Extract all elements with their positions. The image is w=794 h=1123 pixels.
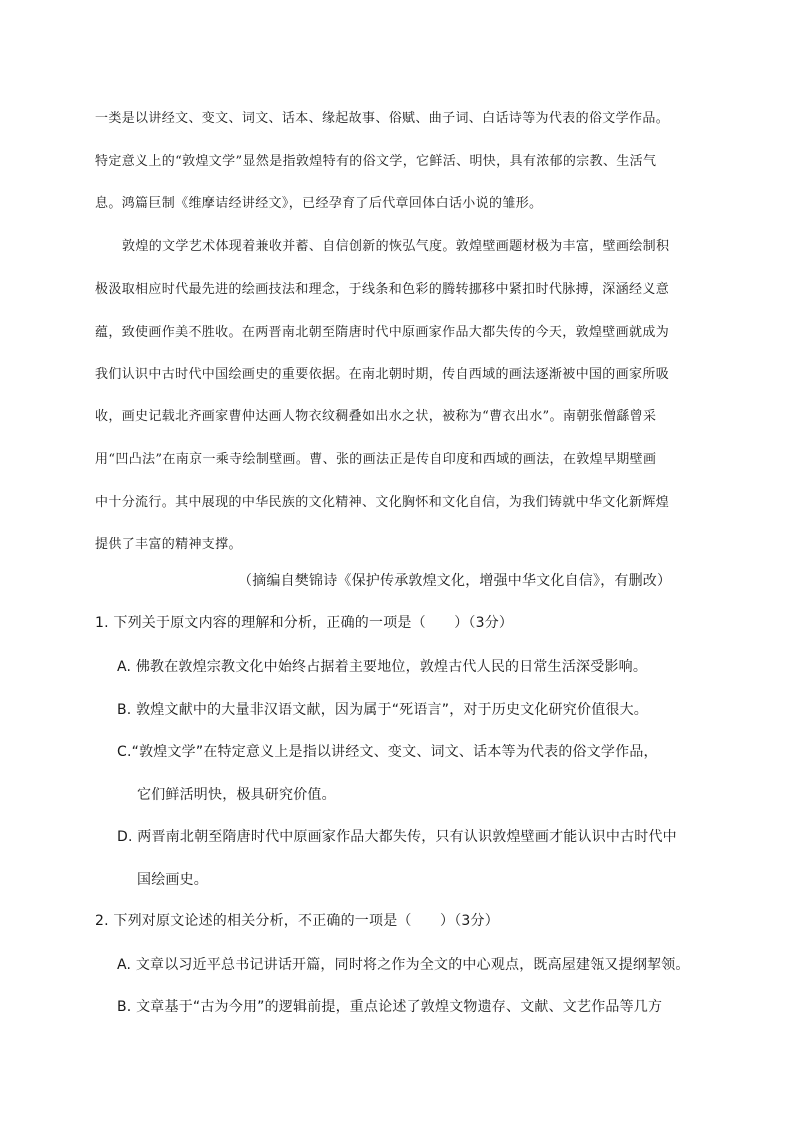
passage-paragraph-start: 敦煌的文学艺术体现着兼收并蓄、自信创新的恢弘气度。敦煌壁画题材极为丰富，壁画绘制积	[122, 239, 670, 254]
passage-line: 中十分流行。其中展现的中华民族的文化精神、文化胸怀和文化自信，为我们铸就中华文化新辉煌	[95, 495, 670, 510]
option-b: B. 敦煌文献中的大量非汉语文献，因为属于“死语言”，对于历史文化研究价值很大。	[117, 702, 649, 718]
passage-line: 收，画史记载北齐画家曹仲达画人物衣纹稠叠如出水之状，被称为“曹衣出水”。南朝张僧繇曾采	[95, 409, 657, 424]
passage-line: 提供了丰富的精神支撑。	[95, 537, 242, 552]
source-citation: （摘编自樊锦诗《保护传承敦煌文化，增强中华文化自信》，有删改）	[238, 573, 672, 589]
passage-line: 特定意义上的“敦煌文学”显然是指敦煌特有的俗文学，它鲜活、明快，具有浓郁的宗教、生活气	[95, 154, 657, 169]
option-a: A. 文章以习近平总书记讲话开篇，同时将之作为全文的中心观点，既高屋建瓴又提纲挈领。	[117, 957, 690, 973]
passage-line: 一类是以讲经文、变文、词文、话本、缘起故事、俗赋、曲子词、白话诗等为代表的俗文学作品。	[95, 111, 670, 126]
passage-line: 极汲取相应时代最先进的绘画技法和理念，于线条和色彩的腾转挪移中紧扣时代脉搏，深涵经义意	[95, 282, 670, 297]
option-b: B. 文章基于“古为今用”的逻辑前提，重点论述了敦煌文物遗存、文献、文艺作品等几方	[117, 999, 663, 1015]
passage-line: 蕴，致使画作美不胜收。在两晋南北朝至隋唐时代中原画家作品大都失传的今天，敦煌壁画就成为	[95, 325, 670, 340]
option-d-continued: 国绘画史。	[137, 872, 208, 888]
question-stem: 2. 下列对原文论述的相关分析，不正确的一项是（ ）（3分）	[95, 913, 499, 929]
passage-line: 我们认识中古时代中国绘画史的重要依据。在南北朝时期，传自西域的画法逐渐被中国的画家所吸	[95, 367, 670, 382]
option-c: C.“敦煌文学”在特定意义上是指以讲经文、变文、词文、话本等为代表的俗文学作品，	[117, 744, 658, 760]
option-a: A. 佛教在敦煌宗教文化中始终占据着主要地位，敦煌古代人民的日常生活深受影响。	[117, 659, 648, 675]
question-stem: 1. 下列关于原文内容的理解和分析，正确的一项是（ ）（3分）	[95, 615, 514, 631]
passage-line: 息。鸿篇巨制《维摩诘经讲经文》，已经孕育了后代章回体白话小说的雏形。	[95, 196, 543, 211]
option-c-continued: 它们鲜活明快，极具研究价值。	[137, 787, 336, 803]
passage-line: 用“凹凸法”在南京一乘寺绘制壁画。曹、张的画法正是传自印度和西域的画法，在敦煌早期壁画	[95, 452, 657, 467]
option-d: D. 两晋南北朝至隋唐时代中原画家作品大都失传，只有认识敦煌壁画才能认识中古时代中	[117, 829, 677, 845]
